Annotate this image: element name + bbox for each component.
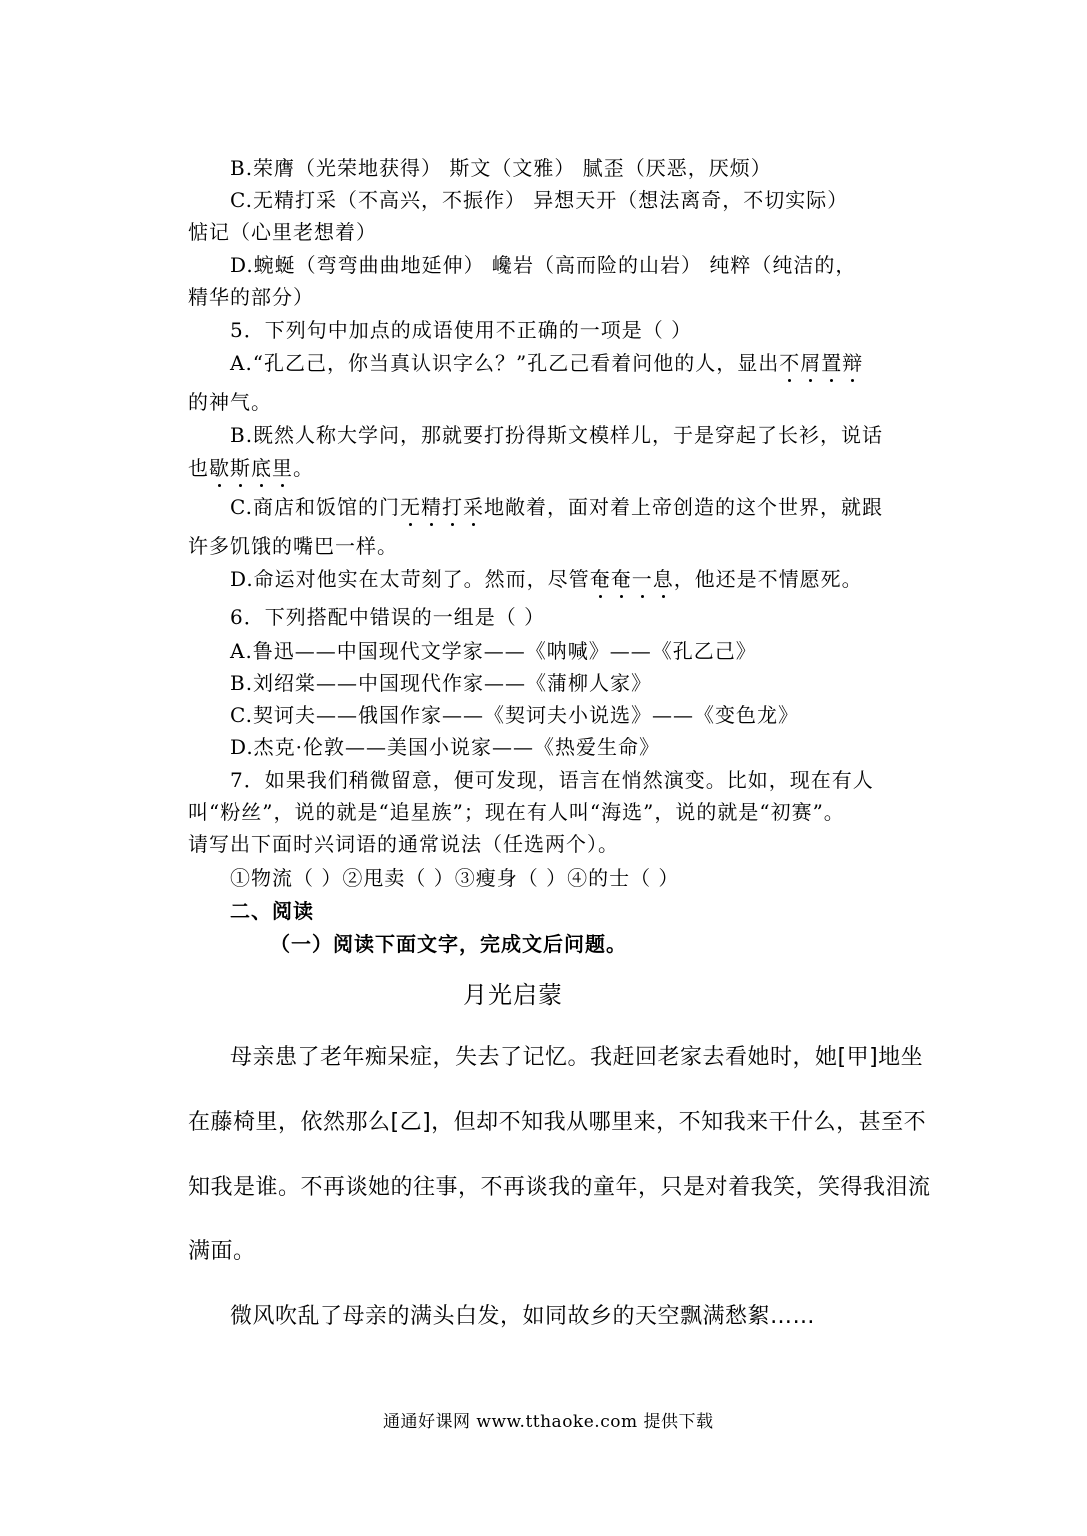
- emphasis-char: 一: [631, 567, 653, 591]
- section-heading: 二、阅读: [230, 899, 314, 923]
- q5-option-c-rest: 地敞着，面对着上帝创造的这个世界，就跟: [483, 495, 883, 519]
- emphasis-char: 里: [272, 456, 293, 480]
- section-subheading: （一）阅读下面文字，完成文后问题。: [270, 932, 627, 956]
- passage-p1-line1: 母亲患了老年痴呆症，失去了记忆。我赶回老家去看她时，她[甲]地坐: [230, 1045, 924, 1070]
- emphasis-char: 不: [779, 351, 801, 375]
- q4-option-c-line2: 惦记（心里老想着）: [188, 220, 377, 244]
- q6-option-a: A.鲁迅——中国现代文学家——《呐喊》——《孔乙己》: [230, 639, 757, 663]
- q5-option-d-idiom: [590, 567, 674, 591]
- q7-line3: 请写出下面时兴词语的通常说法（任选两个）。: [188, 832, 619, 856]
- q5-option-c-line1: [230, 495, 883, 519]
- q7-answer-blanks: ①物流（ ）②甩卖（ ）③瘦身（ ）④的士（ ）: [230, 866, 680, 890]
- q5-option-b-end: 。: [293, 456, 314, 480]
- q6-option-b: B.刘绍棠——中国现代作家——《蒲柳人家》: [230, 671, 653, 695]
- passage-p1-line4: 满面。: [188, 1239, 256, 1264]
- q5-option-b-idiom: [209, 456, 293, 480]
- q4-option-b: B.荣膺（光荣地获得） 斯文（文雅） 腻歪（厌恶，厌烦）: [230, 156, 772, 180]
- q6-option-d: D.杰克·伦敦——美国小说家——《热爱生命》: [230, 735, 661, 759]
- passage-p2: 微风吹乱了母亲的满头白发，如同故乡的天空飘满愁絮……: [230, 1304, 816, 1329]
- q5-option-a-idiom: [779, 351, 863, 375]
- q6-stem: 6．下列搭配中错误的一组是（ ）: [230, 605, 546, 629]
- q5-option-c-line2: 许多饥饿的嘴巴一样。: [188, 534, 398, 558]
- q5-option-b-text: 也: [188, 456, 209, 480]
- passage-p1-line3: 知我是谁。不再谈她的往事，不再谈我的童年，只是对着我笑，笑得我泪流: [188, 1175, 931, 1200]
- emphasis-char: 屑: [800, 351, 822, 375]
- q5-option-d-text: D.命运对他实在太苛刻了。然而，尽管: [230, 567, 590, 591]
- q5-option-a-line2: 的神气。: [188, 390, 272, 414]
- q6-option-c: C.契诃夫——俄国作家——《契诃夫小说选》——《变色龙》: [230, 703, 799, 727]
- q5-option-b-line2: [188, 456, 314, 480]
- q5-option-b-line1: B.既然人称大学问，那就要打扮得斯文模样儿，于是穿起了长衫，说话: [230, 423, 884, 447]
- q5-option-d-rest: ，他还是不情愿死。: [673, 567, 863, 591]
- q5-option-a-line1: [230, 351, 863, 375]
- emphasis-char: 打: [441, 495, 463, 519]
- q7-line2: 叫“粉丝”，说的就是“追星族”；现在有人叫“海选”，说的就是“初赛”。: [188, 800, 845, 824]
- q5-option-d: [230, 567, 863, 591]
- emphasis-char: 精: [420, 495, 442, 519]
- emphasis-char: 置: [821, 351, 843, 375]
- passage-p1-line2: 在藤椅里，依然那么[乙]，但却不知我从哪里来，不知我来干什么，甚至不: [188, 1110, 927, 1135]
- q4-option-d-line2: 精华的部分）: [188, 285, 314, 309]
- q7-line1: 7．如果我们稍微留意，便可发现，语言在悄然演变。比如，现在有人: [230, 768, 874, 792]
- page-footer: 通通好课网 www.tthaoke.com 提供下载: [383, 1412, 714, 1432]
- emphasis-char: 底: [251, 456, 272, 480]
- emphasis-char: 奄: [589, 567, 611, 591]
- q4-option-d-line1: D.蜿蜒（弯弯曲曲地延伸） 巉岩（高而险的山岩） 纯粹（纯洁的，: [230, 253, 857, 277]
- emphasis-char: 歇: [209, 456, 230, 480]
- emphasis-char: 息: [652, 567, 674, 591]
- emphasis-char: 采: [462, 495, 484, 519]
- q5-option-a-text: A.“孔乙己，你当真认识字么？”孔乙己看着问他的人，显出: [230, 351, 780, 375]
- q5-stem: 5．下列句中加点的成语使用不正确的一项是（ ）: [230, 318, 693, 342]
- emphasis-char: 奄: [610, 567, 632, 591]
- q4-option-c-line1: C.无精打采（不高兴，不振作） 异想天开（想法离奇，不切实际）: [230, 188, 849, 212]
- emphasis-char: 辩: [842, 351, 864, 375]
- passage-title: 月光启蒙: [463, 981, 563, 1009]
- emphasis-char: 无: [399, 495, 421, 519]
- q5-option-c-idiom: [400, 495, 484, 519]
- q5-option-c-text: C.商店和饭馆的门: [230, 495, 400, 519]
- emphasis-char: 斯: [230, 456, 251, 480]
